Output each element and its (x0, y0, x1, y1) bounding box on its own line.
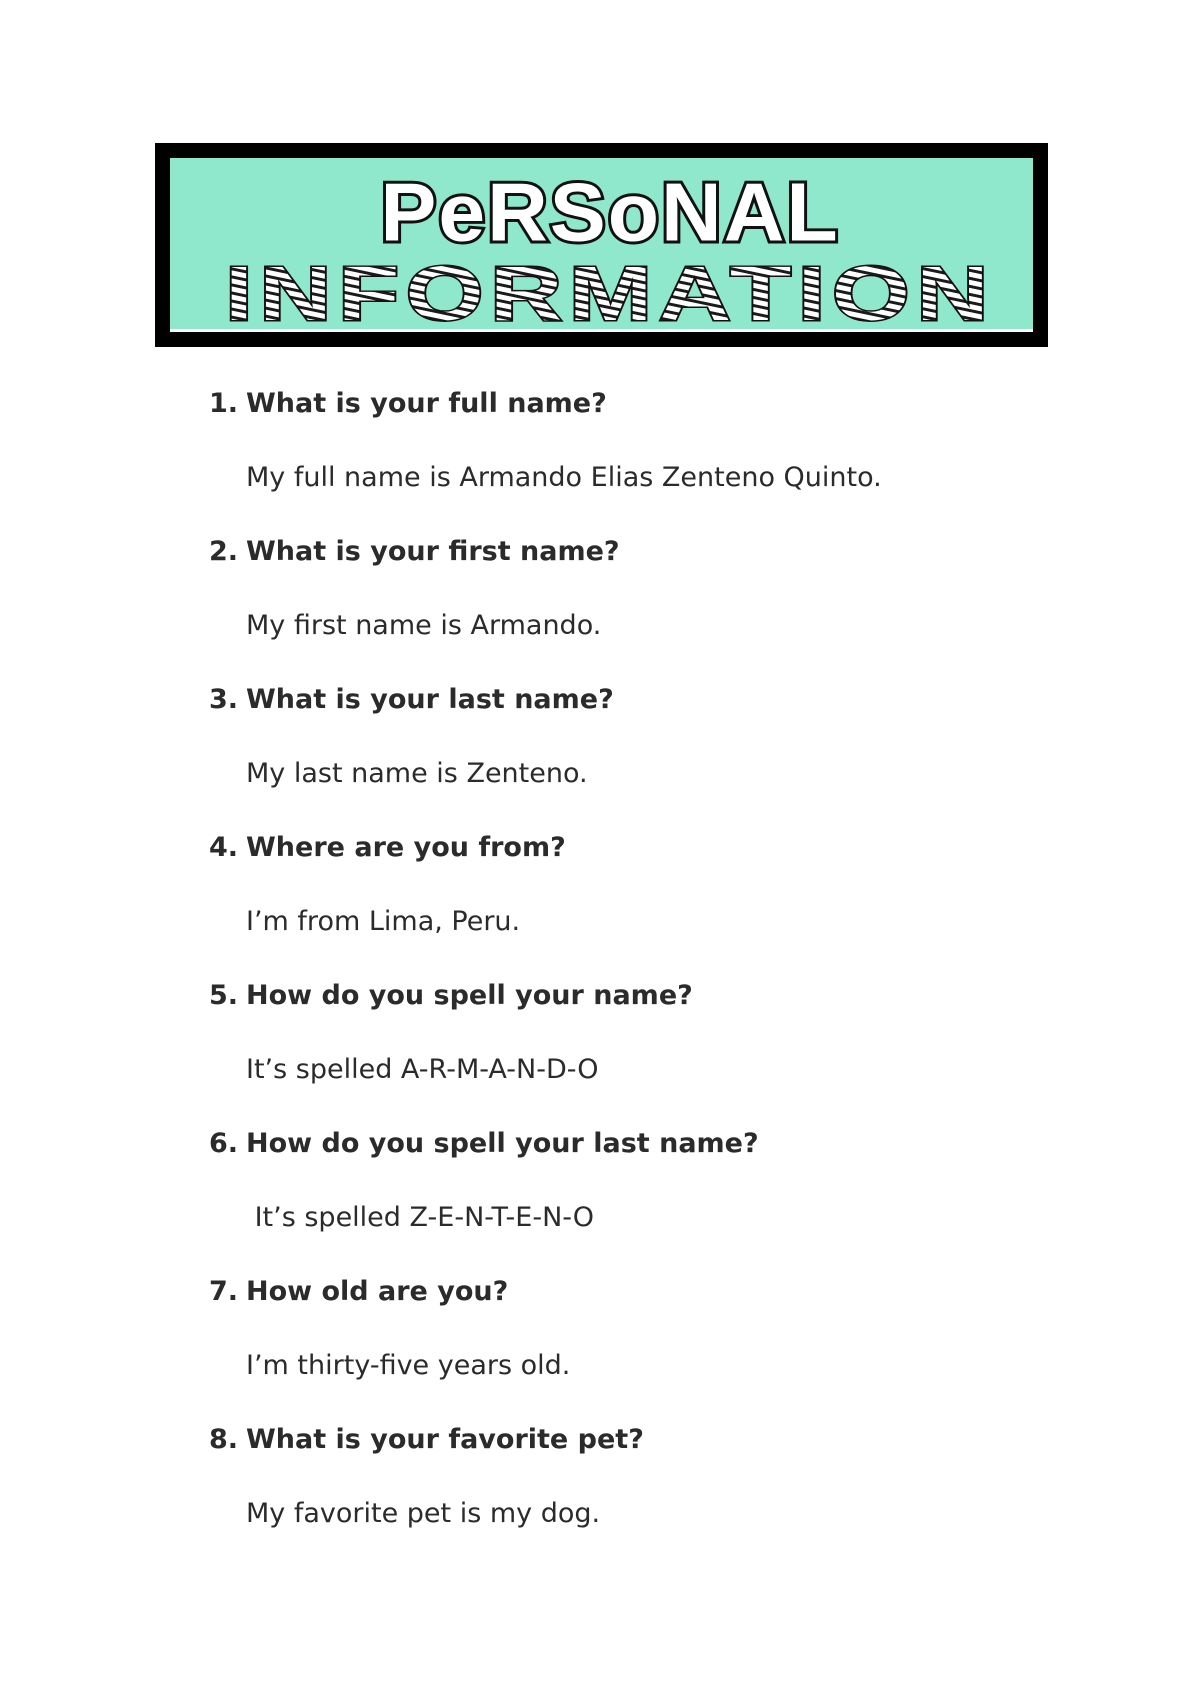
question-answer-list (209, 388, 1089, 1572)
list-item (209, 388, 1089, 536)
list-item (209, 980, 1089, 1128)
list-item (209, 684, 1089, 832)
list-item (209, 536, 1089, 684)
header-title-line1: PeRSoNAL (380, 166, 840, 259)
answer: My last name is Zenteno. (246, 758, 588, 789)
question-text: How old are you? (246, 1276, 509, 1307)
question-number: 6. (209, 1128, 239, 1159)
answer: My favorite pet is my dog. (246, 1498, 601, 1529)
header-title-line2: INFORMATION (225, 251, 995, 329)
question-number: 8. (209, 1424, 239, 1455)
question-text: Where are you from? (246, 832, 566, 863)
list-item (209, 1424, 1089, 1572)
list-item (209, 1128, 1089, 1276)
header-banner-background (170, 158, 1033, 332)
question-number: 1. (209, 388, 239, 419)
question-text: What is your last name? (246, 684, 614, 715)
question-number: 2. (209, 536, 239, 567)
question-text: How do you spell your name? (246, 980, 693, 1011)
answer: My full name is Armando Elias Zenteno Quinto. (246, 462, 882, 493)
question (209, 1128, 759, 1160)
header-title-graphic (170, 158, 1033, 329)
question-text: What is your first name? (246, 536, 620, 567)
question (209, 980, 693, 1012)
question-number: 7. (209, 1276, 239, 1307)
question (209, 536, 620, 568)
answer: I’m thirty-five years old. (246, 1350, 571, 1381)
question-number: 4. (209, 832, 239, 863)
question (209, 388, 607, 420)
question (209, 684, 614, 716)
answer: I’m from Lima, Peru. (246, 906, 521, 937)
question-number: 3. (209, 684, 239, 715)
question (209, 1424, 644, 1456)
answer: My first name is Armando. (246, 610, 602, 641)
question (209, 832, 566, 864)
question (209, 1276, 508, 1308)
question-text: What is your full name? (246, 388, 607, 419)
answer: It’s spelled Z-E-N-T-E-N-O (246, 1202, 595, 1233)
list-item (209, 832, 1089, 980)
question-number: 5. (209, 980, 239, 1011)
question-text: How do you spell your last name? (246, 1128, 759, 1159)
list-item (209, 1276, 1089, 1424)
header-banner (155, 143, 1048, 347)
answer: It’s spelled A-R-M-A-N-D-O (246, 1054, 599, 1085)
question-text: What is your favorite pet? (246, 1424, 644, 1455)
